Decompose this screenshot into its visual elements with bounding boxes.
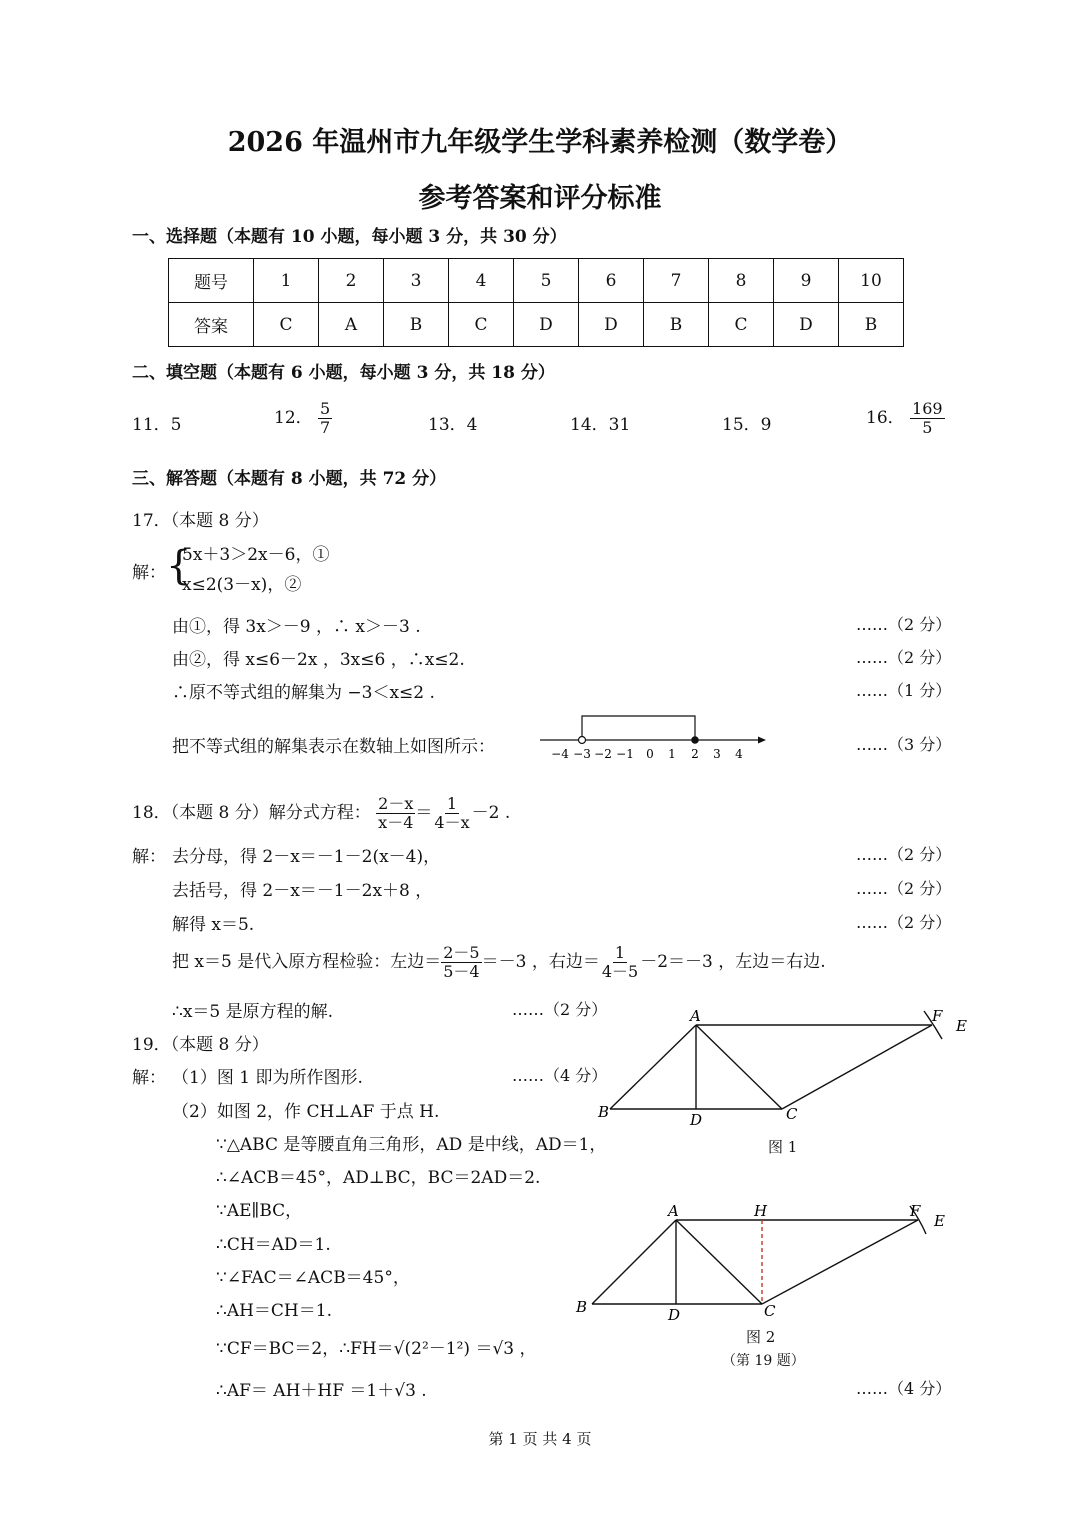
answer-11: 11．5: [132, 415, 182, 435]
point-label: C: [764, 1302, 776, 1320]
q18-score5: ……（2 分）: [512, 1000, 608, 1019]
point-label: A: [668, 1202, 679, 1220]
answer-12-fraction: [318, 400, 332, 437]
q18-score2: ……（2 分）: [856, 879, 952, 898]
table-cell: 4: [449, 259, 514, 303]
q19-line5: ∵AE∥BC，: [216, 1201, 303, 1221]
tick-label: 2: [691, 747, 699, 761]
q18-eq-tail: －2 .: [471, 803, 511, 823]
segment-ac: [676, 1220, 762, 1304]
q19-line2: （2）如图 2，作 CH⊥AF 于点 H.: [172, 1102, 440, 1122]
q19-score1: ……（4 分）: [512, 1066, 608, 1085]
q17-eq2: x≤2(3－x)，②: [182, 575, 302, 595]
point-label: C: [786, 1105, 798, 1123]
q18-title-text: 18．（本题 8 分）解分式方程：: [132, 803, 371, 823]
table-cell: B: [839, 303, 904, 347]
point-label: D: [668, 1306, 681, 1324]
q19-line1: （1）图 1 即为所作图形.: [172, 1068, 363, 1088]
q18-line5: ∴x＝5 是原方程的解.: [172, 1002, 334, 1022]
text: 把 x＝5 是代入原方程检验：左边＝: [172, 952, 442, 972]
fraction: [600, 944, 640, 981]
q17-step1: 由①，得 3x＞－9 ，∴ x＞－3 .: [172, 617, 421, 637]
table-cell: D: [774, 303, 839, 347]
table-cell: 1: [254, 259, 319, 303]
table-cell: C: [254, 303, 319, 347]
point-label: F: [932, 1007, 943, 1025]
denominator: x－4: [378, 813, 414, 832]
table-row: [169, 303, 904, 347]
table-cell: 9: [774, 259, 839, 303]
answer-16-label: 16．: [866, 408, 905, 428]
table-cell: D: [579, 303, 644, 347]
point-label: E: [934, 1212, 945, 1230]
tick-label: 3: [713, 747, 721, 761]
figure-1: [590, 1005, 980, 1135]
closed-point: [691, 736, 699, 744]
table-cell: C: [449, 303, 514, 347]
answer-12-label: 12．: [274, 408, 313, 428]
tick-label: −4: [551, 747, 569, 761]
table-cell: B: [384, 303, 449, 347]
answer-14: 14．31: [570, 415, 631, 435]
tick-label: 1: [668, 747, 676, 761]
numerator: 5: [320, 399, 331, 418]
denominator: 4－5: [601, 962, 639, 981]
denominator: 4－x: [434, 813, 470, 832]
answer-16: [866, 400, 945, 437]
q18-line1: 去分母，得 2－x＝－1－2(x－4)，: [172, 847, 441, 867]
q18-jie: 解：: [132, 847, 166, 867]
table-cell: C: [709, 303, 774, 347]
q18-score1: ……（2 分）: [856, 845, 952, 864]
point-label: F: [910, 1202, 921, 1220]
table-cell: B: [644, 303, 709, 347]
section3-heading: 三、解答题（本题有 8 小题，共 72 分）: [132, 469, 447, 489]
page-title: 2026 年温州市九年级学生学科素养检测（数学卷）: [227, 127, 853, 158]
numerator: 1: [446, 794, 458, 813]
fraction: [432, 795, 471, 832]
denominator: 5: [922, 418, 933, 437]
table-cell: 5: [514, 259, 579, 303]
figure-2: [572, 1200, 962, 1326]
q17-title: 17．（本题 8 分）: [132, 511, 269, 531]
table-cell: 2: [319, 259, 384, 303]
tick-label: 0: [646, 747, 654, 761]
q17-jie: 解：: [132, 563, 166, 583]
q19-score2: ……（4 分）: [856, 1379, 952, 1398]
section2-heading: 二、填空题（本题有 6 小题，每小题 3 分，共 18 分）: [132, 363, 555, 383]
fraction: [376, 795, 415, 832]
q18-line2: 去括号，得 2－x＝－1－2x＋8 ，: [172, 881, 433, 901]
number-line: [536, 708, 776, 764]
q18-title: 18．（本题 8 分）解分式方程： $\frac{2-x}{x-4}$ ＝ $\frac{1}{4-x}$ －2 .: [132, 794, 511, 832]
q18-score3: ……（2 分）: [856, 913, 952, 932]
point-label: H: [754, 1202, 768, 1220]
figure-1-caption: 图 1: [768, 1138, 798, 1156]
row-label-number: 题号: [169, 259, 254, 303]
q17-eq1: 5x＋3＞2x－6，①: [182, 545, 330, 565]
page-footer: 第 1 页 共 4 页: [488, 1430, 592, 1448]
page-subtitle: 参考答案和评分标准: [418, 183, 662, 214]
segment-ab: [610, 1025, 696, 1109]
answer-table: [168, 258, 904, 347]
denominator: 5－4: [443, 962, 480, 981]
table-cell: A: [319, 303, 384, 347]
q17-score4: ……（3 分）: [856, 735, 952, 754]
q18-line4: [172, 944, 826, 981]
q19-title: 19．（本题 8 分）: [132, 1035, 269, 1055]
brace-icon: {: [166, 543, 192, 589]
point-label: E: [956, 1017, 967, 1035]
figure-2-caption: 图 2: [746, 1328, 776, 1346]
answer-12: [274, 400, 332, 437]
q19-line9: ∵CF＝BC＝2，∴FH＝√(2²－1²) ＝√3 ，: [216, 1339, 537, 1359]
table-cell: 6: [579, 259, 644, 303]
table-cell: 8: [709, 259, 774, 303]
solution-bracket: [582, 716, 695, 740]
point-label: D: [690, 1111, 703, 1129]
q17-score3: ……（1 分）: [856, 681, 952, 700]
table-cell: 3: [384, 259, 449, 303]
text: －2＝－3 ，左边＝右边.: [640, 952, 826, 972]
segment-ac: [696, 1025, 782, 1109]
open-point: [579, 737, 586, 744]
q19-jie: 解：: [132, 1068, 166, 1088]
q19-line4: ∴∠ACB＝45°，AD⊥BC，BC＝2AD＝2.: [216, 1168, 541, 1188]
q17-step4: 把不等式组的解集表示在数轴上如图所示：: [172, 737, 495, 757]
tick-label: −2: [594, 747, 612, 761]
numerator: 2－5: [443, 943, 480, 962]
numerator: 1: [614, 943, 626, 962]
q19-line6: ∴CH＝AD＝1.: [216, 1235, 331, 1255]
numerator: 169: [912, 399, 943, 418]
q17-step2: 由②，得 x≤6－2x ，3x≤6 ，∴x≤2.: [172, 650, 465, 670]
numerator: 2－x: [378, 794, 414, 813]
tick-label: −3: [573, 747, 591, 761]
point-label: B: [598, 1103, 610, 1121]
segment-ab: [592, 1220, 676, 1304]
table-row: [169, 259, 904, 303]
q19-line3: ∵△ABC 是等腰直角三角形，AD 是中线，AD＝1，: [216, 1135, 607, 1155]
q17-score2: ……（2 分）: [856, 648, 952, 667]
row-label-answer: 答案: [169, 303, 254, 347]
segment-cf: [762, 1220, 918, 1304]
q19-line8: ∴AH＝CH＝1.: [216, 1301, 332, 1321]
fraction: [441, 944, 481, 981]
point-label: A: [690, 1007, 701, 1025]
table-cell: 10: [839, 259, 904, 303]
arrow-icon: [758, 737, 766, 744]
section1-heading: 一、选择题（本题有 10 小题，每小题 3 分，共 30 分）: [132, 227, 567, 247]
q19-line7: ∵∠FAC＝∠ACB＝45°，: [216, 1268, 410, 1288]
answer-15: 15．9: [722, 415, 772, 435]
denominator: 7: [320, 418, 331, 437]
tick-label: 4: [735, 747, 743, 761]
answer-13: 13．4: [428, 415, 478, 435]
tick-label: −1: [616, 747, 634, 761]
q17-score1: ……（2 分）: [856, 615, 952, 634]
q18-line3: 解得 x＝5.: [172, 915, 255, 935]
segment-cf: [782, 1025, 932, 1109]
answer-16-fraction: [910, 400, 945, 437]
q17-step3: ∴原不等式组的解集为 −3＜x≤2 .: [172, 683, 435, 703]
text: ＝－3 ，右边＝: [481, 952, 600, 972]
point-label: B: [576, 1298, 588, 1316]
q19-line10: ∴AF＝ AH＋HF ＝1＋√3 .: [216, 1381, 427, 1401]
table-cell: D: [514, 303, 579, 347]
table-cell: 7: [644, 259, 709, 303]
figure-2-subcaption: （第 19 题）: [722, 1353, 805, 1369]
